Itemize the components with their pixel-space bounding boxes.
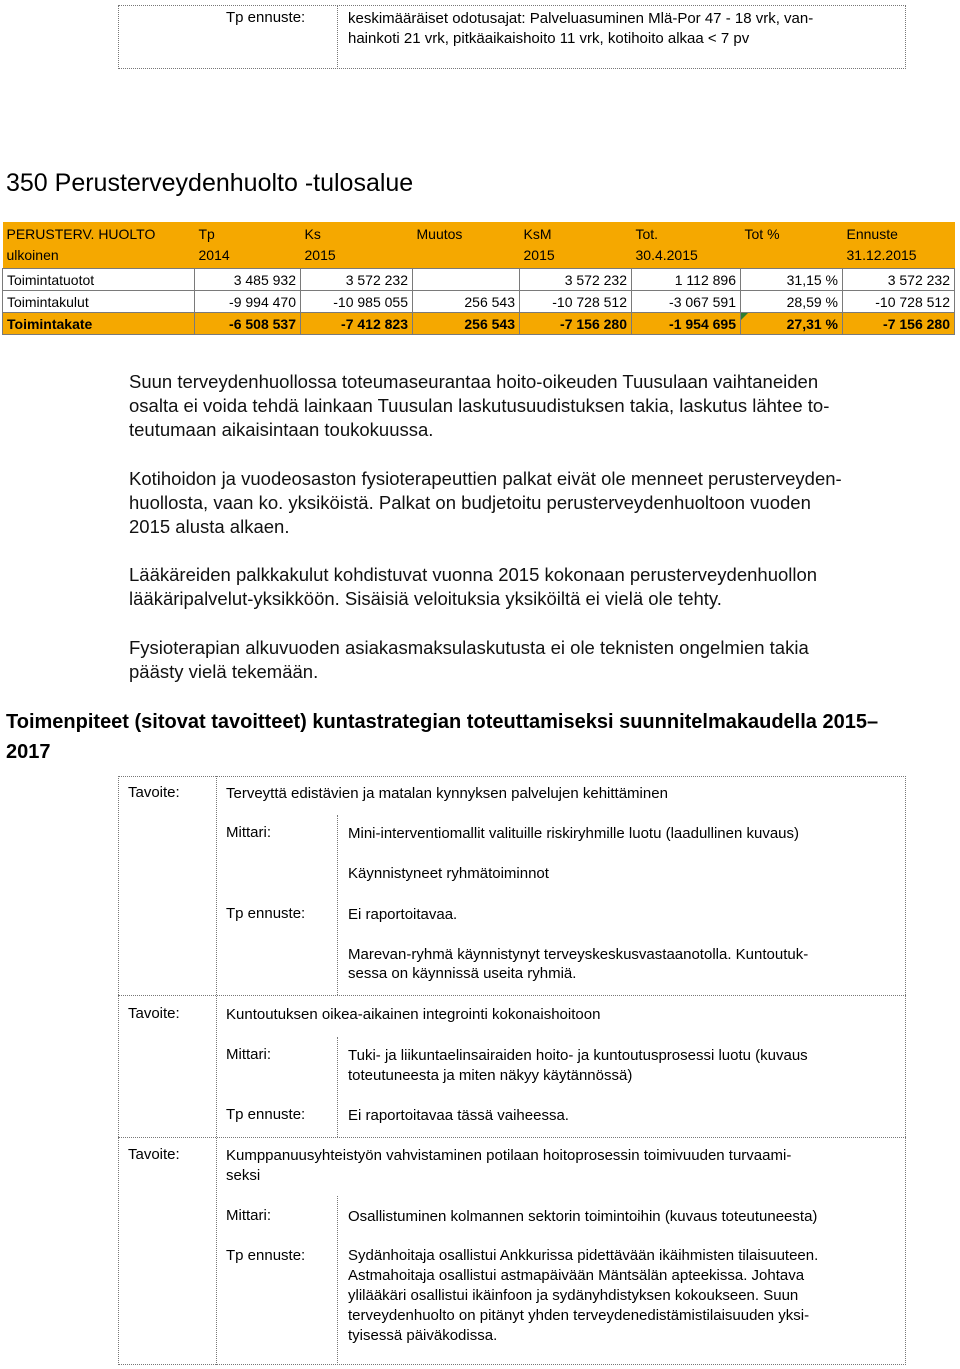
- financial-table: [2, 222, 955, 335]
- table-header-row: [3, 222, 955, 269]
- forecast-text: sessa on käynnissä useita ryhmiä.: [348, 965, 577, 982]
- cell-tot-percent: 31,15 %: [741, 269, 843, 291]
- divider: [118, 1137, 906, 1138]
- table-row: [3, 291, 955, 313]
- divider: [337, 815, 338, 995]
- forecast-text: terveydenhuolto on pitänyt yhden terveydenedistämistilaisuuden yksi-: [348, 1307, 810, 1324]
- forecast-text: tyisessä päiväkodissa.: [348, 1327, 498, 1344]
- goal-label: Tavoite:: [128, 1146, 180, 1163]
- forecast-text: Sydänhoitaja osallistui Ankkurissa pidettävään ikäihmisten tilaisuuteen.: [348, 1247, 819, 1264]
- cell-muutos: [413, 269, 520, 291]
- divider: [118, 995, 906, 996]
- comment-marker-icon: [741, 313, 748, 320]
- divider: [337, 5, 338, 69]
- cell-ksm: -7 156 280: [520, 313, 632, 335]
- cell-tot: -1 954 695: [632, 313, 741, 335]
- cell-tp: -6 508 537: [195, 313, 301, 335]
- goal-text: Kuntoutuksen oikea-aikainen integrointi kokonaishoitoon: [226, 1006, 601, 1023]
- forecast-text-line: hainkoti 21 vrk, pitkäaikaishoito 11 vrk, kotihoito alkaa < 7 pv: [348, 30, 750, 47]
- header-cell: Ennuste 31.12.2015: [843, 222, 955, 269]
- metric-text: toteutuneesta ja miten näkyy käytännössä): [348, 1067, 633, 1084]
- header-cell: Tot. 30.4.2015: [632, 222, 741, 269]
- forecast-text: Ei raportoitavaa tässä vaiheessa.: [348, 1107, 569, 1124]
- table-row: [3, 269, 955, 291]
- cell-ks: -10 985 055: [301, 291, 413, 313]
- metric-label: Mittari:: [226, 1207, 271, 1224]
- cell-tot-percent: 27,31 %: [741, 313, 843, 335]
- paragraph: Lääkäreiden palkkakulut kohdistuvat vuonna 2015 kokonaan perusterveydenhuollon lääkäripalvelut-yksikköön. Sisäisiä veloituksia yksiköiltä ei vielä ole tehty.: [129, 564, 818, 609]
- forecast-text: Marevan-ryhmä käynnistynyt terveyskeskusvastaanotolla. Kuntoutuk-: [348, 946, 809, 963]
- metric-text: Mini-interventiomallit valituille riskiryhmille luotu (laadullinen kuvaus): [348, 825, 800, 842]
- divider: [337, 1037, 338, 1137]
- forecast-text: ylilääkäri osallistui ikäinfoon ja sydänyhdistyksen kokoukseen. Suun: [348, 1287, 799, 1304]
- paragraph: Kotihoidon ja vuodeosaston fysioterapeuttien palkat eivät ole menneet perusterveyden- huollosta, vaan ko. yksiköistä. Palkat on budjetoitu perusterveydenhuoltoon vuoden 2015 alusta alkaen.: [129, 468, 842, 537]
- forecast-label: Tp ennuste:: [226, 9, 306, 26]
- divider: [216, 776, 217, 1365]
- metric-text: Käynnistyneet ryhmätoiminnot: [348, 865, 549, 882]
- metric-text: Tuki- ja liikuntaelinsairaiden hoito- ja kuntoutusprosessi luotu (kuvaus: [348, 1047, 808, 1064]
- forecast-text: Astmahoitaja osallistui astmapäivään Mäntsälän apteekissa. Johtava: [348, 1267, 805, 1284]
- row-label: Toimintakate: [3, 313, 195, 335]
- cell-ksm: 3 572 232: [520, 269, 632, 291]
- paragraph: Fysioterapian alkuvuoden asiakasmaksulaskutusta ei ole teknisten ongelmien takia päästy vielä tekemään.: [129, 637, 809, 682]
- table-row-total: [3, 313, 955, 335]
- goal-label: Tavoite:: [128, 1005, 180, 1022]
- forecast-text: Ei raportoitavaa.: [348, 906, 458, 923]
- cell-ennuste: 3 572 232: [843, 269, 955, 291]
- cell-ennuste: -7 156 280: [843, 313, 955, 335]
- cell-tot-percent: 28,59 %: [741, 291, 843, 313]
- section-title: 350 Perusterveydenhuolto -tulosalue: [6, 169, 414, 197]
- row-label: Toimintatuotot: [3, 269, 195, 291]
- header-cell: Tp 2014: [195, 222, 301, 269]
- goal-text: seksi: [226, 1167, 261, 1184]
- measures-heading: Toimenpiteet (sitovat tavoitteet) kuntastrategian toteuttamiseksi suunnitelmakaudella 2015– 2017: [6, 711, 879, 763]
- cell-ks: 3 572 232: [301, 269, 413, 291]
- forecast-label: Tp ennuste:: [226, 1106, 306, 1123]
- forecast-text-line: keskimääräiset odotusajat: Palveluasuminen Mlä-Por 47 - 18 vrk, van-: [348, 10, 814, 27]
- metric-text: Osallistuminen kolmannen sektorin toimintoihin (kuvaus toteutuneesta): [348, 1208, 818, 1225]
- cell-tot: -3 067 591: [632, 291, 741, 313]
- cell-ksm: -10 728 512: [520, 291, 632, 313]
- forecast-label: Tp ennuste:: [226, 1247, 306, 1264]
- cell-tp: 3 485 932: [195, 269, 301, 291]
- forecast-label: Tp ennuste:: [226, 905, 306, 922]
- cell-muutos: 256 543: [413, 313, 520, 335]
- paragraph: Suun terveydenhuollossa toteumaseurantaa hoito-oikeuden Tuusulaan vaihtaneiden osalta ei voida tehdä lainkaan Tuusulan laskutusuudistuksen takia, laskutus lähtee to- teutumaan aikaisintaan toukokuussa.: [129, 371, 830, 440]
- metric-label: Mittari:: [226, 1046, 271, 1063]
- cell-tot: 1 112 896: [632, 269, 741, 291]
- divider: [337, 1196, 338, 1365]
- header-cell: Tot %: [741, 222, 843, 269]
- goal-label: Tavoite:: [128, 784, 180, 801]
- header-cell: Muutos: [413, 222, 520, 269]
- cell-tp: -9 994 470: [195, 291, 301, 313]
- cell-ks: -7 412 823: [301, 313, 413, 335]
- cell-muutos: 256 543: [413, 291, 520, 313]
- header-cell: Ks 2015: [301, 222, 413, 269]
- header-cell: PERUSTERV. HUOLTO ulkoinen: [3, 222, 195, 269]
- goal-text: Kumppanuusyhteistyön vahvistaminen potilaan hoitoprosessin toimivuuden turvaami-: [226, 1147, 792, 1164]
- row-label: Toimintakulut: [3, 291, 195, 313]
- goal-text: Terveyttä edistävien ja matalan kynnyksen palvelujen kehittäminen: [226, 785, 668, 802]
- metric-label: Mittari:: [226, 824, 271, 841]
- header-cell: KsM 2015: [520, 222, 632, 269]
- cell-ennuste: -10 728 512: [843, 291, 955, 313]
